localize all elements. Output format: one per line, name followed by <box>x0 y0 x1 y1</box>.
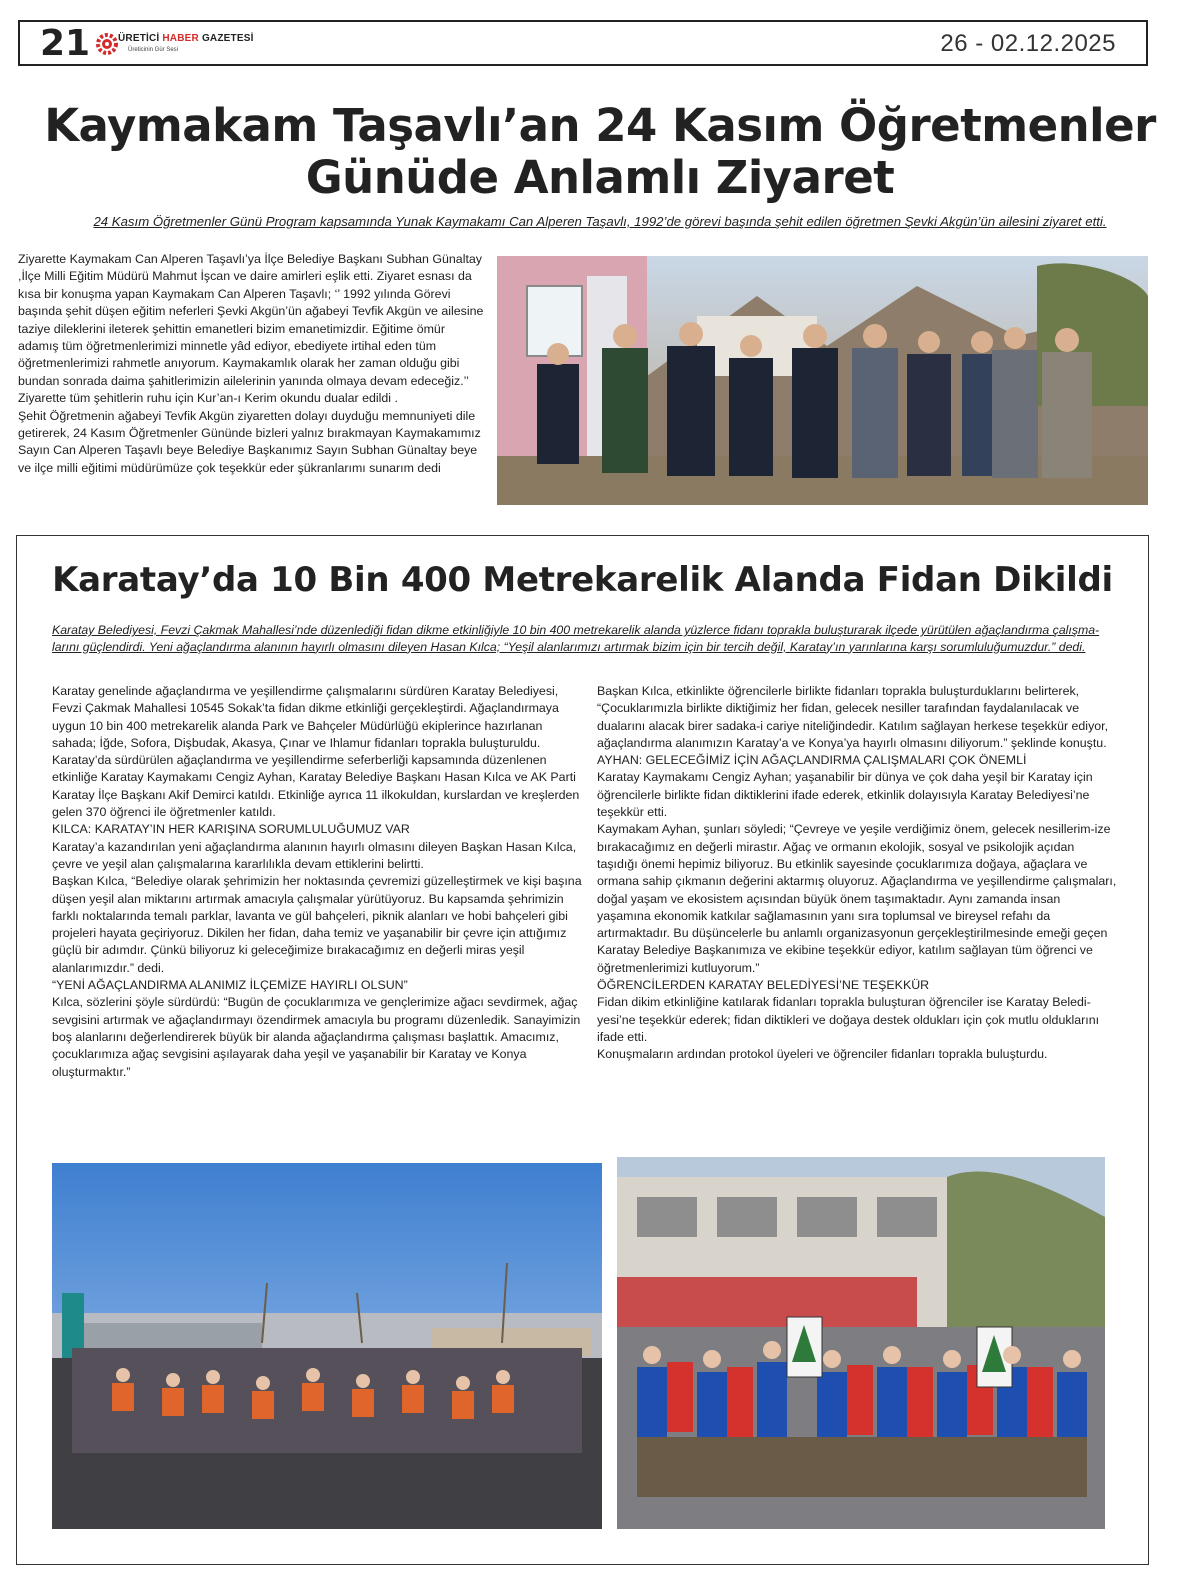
article2-paragraph: Kaymakam Ayhan, şunları söyledi; “Çevreye ve yeşile verdiğimiz önem, gelecek nesillerim-ize bırakacağımız en değerli mirastır. Ağaç ve ormanın ekolojik, sosyal ve psikolojik açıdan taşıdığı önemi hepimiz biliyoruz. Bu etkinlik sayesinde çocuklarımıza doğaya, ağaçlara ve ormana sahip çıkmanın değerini aktarmış oluyoruz. Ağaçlandırma ve yeşillendirme çalışmaları, doğal yaşam ve ekosistem açısından büyük önem taşımaktadır. Aynı zamanda insan yaşamına ekonomik katkılar sağlamasının yanı sıra toplumsal ve bireysel refahı da artırmaktadır. Bu düşüncelerle bu anlamlı organizasyonun gerçekleştirilmesinde emeği geçen Karatay Belediye Başkanımıza ve ekibine teşekkür ediyor, katılım sağlayan tüm öğrenci ve öğretmenlerimizi kutluyorum.” <box>597 822 1117 975</box>
logo-word-haber: HABER <box>162 33 199 44</box>
article1-headline <box>20 100 1180 204</box>
article2-paragraph: Kılca, sözlerini şöyle sürdürdü: “Bugün de çocuklarımıza ve gençlerimize ağacı sevdirmek, ağaç sevgisini artırmak ve ağaçlandırmayı özendirmek amacıyla bu programı düzenledik. Sanayimizin boş alanlarını değerlendirerek büyük bir alanda ağaçlandırma çalışması başlattık. Amacımız, çocuklarımıza ağaç sevgisini aşılayarak daha yeşil ve yaşanabilir bir Karatay ve Konya oluşturmaktır.” <box>52 995 581 1079</box>
article2-paragraph: Karatay’a kazandırılan yeni ağaçlandırma alanının hayırlı olmasını dileyen Başkan Hasan Kılca, çevre ve yeşil alan çalışmalarına kararlılıkla devam ettiklerini belirtti. <box>52 839 577 871</box>
article1-headline-line1: Kaymakam Taşavlı’an 24 Kasım Öğretmenler <box>44 99 1156 152</box>
article2-paragraph: Karatay’da sürdürülen ağaçlandırma ve yeşillendirme seferberliği kapsamında düzenlenen etkinliğe Karatay Kaymakamı Cengiz Ayhan, Karatay Belediye Başkanı Hasan Kılca ve AK Parti Karatay İlçe Başkanı Akif Demirci katıldı. Etkinliğe ayrıca 11 ilkokuldan, kurslardan ve kreşlerden gelen 370 öğrenci ile öğretmenler katıldı. <box>52 753 580 820</box>
newspaper-logo <box>94 29 254 61</box>
article2-left-column <box>52 683 584 1081</box>
article2-paragraph: Karatay genelinde ağaçlandırma ve yeşillendirme çalışmalarını sürdüren Karatay Belediyesi, Fevzi Çakmak Mahallesi 10545 Sokak’ta fidan dikme etkinliği gerçekleştirdi. Ağaçlandırmaya uygun 10 bin 400 metrekarelik alanda Park ve Bahçeler Müdürlüğü ekiplerince hazırlanan sahada; İğde, Sofora, Dişbudak, Akasya, Çınar ve Ihlamur fidanları toprakla buluşturuldu. <box>52 684 559 750</box>
article2-headline: Karatay’da 10 Bin 400 Metrekarelik Alanda Fidan Dikildi <box>52 560 1113 600</box>
logo-slogan: Üreticinin Gür Sesi <box>128 47 179 53</box>
article2-subheading: AYHAN: GELECEĞİMİZ İÇİN AĞAÇLANDIRMA ÇALIŞMALARI ÇOK ÖNEMLİ <box>597 753 1027 768</box>
page-number: 21 <box>40 23 91 64</box>
article2-students-crowd-photo <box>52 1163 602 1529</box>
page-header <box>18 20 1148 66</box>
issue-date: 26 - 02.12.2025 <box>940 30 1116 57</box>
logo-word-gazetesi: GAZETESİ <box>201 33 254 44</box>
article2-students-saplings-photo <box>617 1157 1105 1529</box>
article2-subheading: KILCA: KARATAY’IN HER KARIŞINA SORUMLULUĞUMUZ VAR <box>52 822 410 837</box>
article1-group-photo <box>497 256 1148 505</box>
article2-spot: Karatay Belediyesi, Fevzi Çakmak Mahallesi’nde düzenlediği fidan dikme etkinliğiyle 10 bin 400 metrekarelik alanda yüzlerce fidanı toprakla buluşturarak ilçede yürütülen ağaçlandırma çalışma-larını güçlendirdi. Yeni ağaçlandırma alanının hayırlı olmasını dileyen Hasan Kılca; “Yeşil alanlarımızı artırmak bizim için bir tercih değil, Karatay’ın yarınlarına karşı sorumluluğumuzdur.” dedi. <box>52 623 1100 654</box>
article1-paragraph: Ziyarette Kaymakam Can Alperen Taşavlı’ya İlçe Belediye Başkanı Subhan Günaltay ,İlçe Milli Eğitim Müdürü Mahmut İşcan ve daire amirleri eşlik etti. Ziyaret esnası da kısa bir konuşma yapan Kaymakam Can Alperen Taşavlı; ‘’ 1992 yılında Görevi başında şehit düşen eğitim neferleri Şevki Akgün’ün ağabeyi Tevfik Akgün ve ailesine taziye dileklerini ileterek şehittin emanetleri bizim emanetimizdir. Eğitime ömür adamış tüm öğretmenlerimizi minnetle yâd ediyor, ebediyete irtihal eden tüm öğretmenlerimizi rahmetle anıyorum. Kaymakamlık olarak her zaman olduğu gibi bundan sonrada daima şahitlerimizin ailelerinin yanında olmaya devam edeceğiz.’’ <box>18 252 484 388</box>
article2-paragraph: Karatay Kaymakamı Cengiz Ayhan; yaşanabilir bir dünya ve çok daha yeşil bir Karatay için öğrencilerle birlikte fidan diktiklerini ifade ederek, etkinlik dolayısıyla Karatay Belediyesi’ne teşekkür etti. <box>597 770 1093 820</box>
article2-paragraph: Başkan Kılca, etkinlikte öğrencilerle birlikte fidanları toprakla buluşturduklarını belirterek, “Çocuklarımızla birlikte diktiğimiz her fidan, gelecek nesiller tarafından faydalanılacak ve dualarını alacak birer sadaka-i cariye niteliğindedir. Katılım sağlayan herkese teşekkür ediyor, ağaçlandırma alanımızın Karatay’a ve Konya’ya hayırlı olmasını diliyorum.” şeklinde konuştu. <box>597 684 1109 750</box>
article2-paragraph: Başkan Kılca, “Belediye olarak şehrimizin her noktasında çevremizi güzelleştirmek ve kişi başına düşen yeşil alan miktarını artırmak amacıyla çalışmalar yürütüyoruz. Bu kapsamda şehrimizin farklı noktalarında temalı parklar, lavanta ve gül bahçeleri, piknik alanları ve hobi bahçeleri gibi projeleri hayata geçiriyoruz. Dikilen her fidan, daha temiz ve yaşanabilir bir çevre için attığımız güçlü bir adımdır. Çünkü biliyoruz ki geleceğimize bırakacağımız en değerli miras yeşil alanlarımızdır.” dedi. <box>52 874 582 975</box>
gear-icon <box>94 31 120 57</box>
article2-subheading: ÖĞRENCİLERDEN KARATAY BELEDİYESİ’NE TEŞEKKÜR <box>597 978 930 993</box>
article2-right-column <box>597 683 1117 1064</box>
article1-spot: 24 Kasım Öğretmenler Günü Program kapsamında Yunak Kaymakamı Can Alperen Taşavlı, 1992’de görevi başında şehit edilen öğretmen Şevki Akgün’ün ailesini ziyaret etti. <box>93 214 1107 229</box>
article1-body <box>18 251 488 477</box>
logo-wordmark <box>118 33 254 44</box>
article2-paragraph: Fidan dikim etkinliğine katılarak fidanları toprakla buluşturan öğrenciler ise Karatay Beledi-yesi’ne teşekkür ederek; fidan diktikleri ve doğaya destek oldukları için çok mutlu olduklarını ifade etti. <box>597 995 1100 1044</box>
article2-subheading: “YENİ AĞAÇLANDIRMA ALANIMIZ İLÇEMİZE HAYIRLI OLSUN” <box>52 978 408 993</box>
article1-paragraph: Şehit Öğretmenin ağabeyi Tevfik Akgün ziyaretten dolayı duyduğu memnuniyeti dile getirerek, 24 Kasım Öğretmenler Gününde bizleri yalnız bırakmayan Kaymakamımız Sayın Can Alperen Taşavlı beye Belediye Başkanımız Sayın Subhan Günaltay beye ve ilçe milli eğitimi müdürümüze çok teşekkür eder şükranlarımı sunarım dedi <box>18 408 481 475</box>
logo-word-uretici: ÜRETİCİ <box>118 33 160 44</box>
article1-paragraph: Ziyarette tüm şehitlerin ruhu için Kur’an-ı Kerim okundu dualar edildi . <box>18 391 398 406</box>
article2-paragraph: Konuşmaların ardından protokol üyeleri ve öğrenciler fidanları toprakla buluşturdu. <box>597 1047 1048 1062</box>
article1-headline-line2: Günüde Anlamlı Ziyaret <box>305 151 895 204</box>
